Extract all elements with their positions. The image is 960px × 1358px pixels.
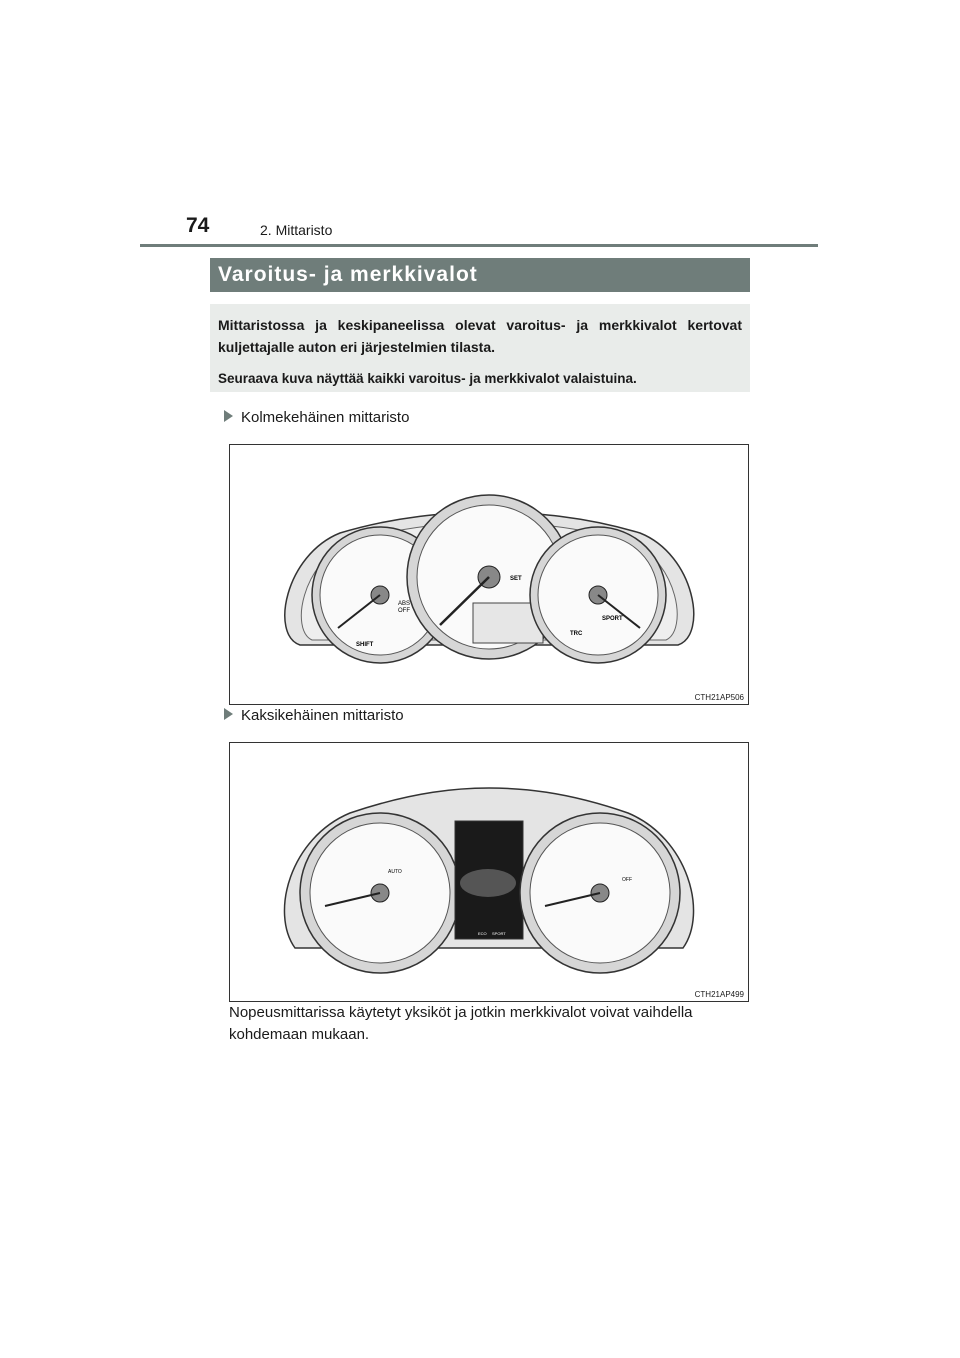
right-dial: [520, 813, 680, 973]
section-title: Varoitus- ja merkkivalot: [210, 258, 750, 292]
svg-text:SPORT: SPORT: [492, 931, 506, 936]
header-rule: [140, 244, 818, 247]
page-number: 74: [186, 214, 210, 237]
two-dial-cluster-illustration: [230, 743, 748, 1001]
bullet-triangle-icon: [224, 410, 233, 422]
svg-text:OFF: OFF: [622, 877, 632, 883]
svg-text:ECO: ECO: [478, 931, 487, 936]
intro-paragraph: Seuraava kuva näyttää kaikki varoitus- ja merkkivalot valaistuina.: [218, 371, 637, 386]
svg-text:TRC: TRC: [570, 631, 583, 637]
intro-box: [210, 304, 750, 392]
footnote-text: Nopeusmittarissa käytetyt yksiköt ja jotkin merkkivalot voivat vaihdella kohdemaan mukaan.: [229, 1004, 693, 1043]
chapter-title: 2. Mittaristo: [260, 222, 333, 238]
center-display: [455, 821, 523, 939]
intro-paragraph: Mittaristossa ja keskipaneelissa olevat varoitus- ja merkkivalot kertovat kuljettajalle auton eri järjestelmien tilasta.: [218, 317, 742, 355]
svg-text:SPORT: SPORT: [602, 616, 623, 622]
right-gauge: [530, 527, 666, 663]
bullet-triangle-icon: [224, 708, 233, 720]
figure-three-dial-cluster: [229, 444, 749, 705]
left-dial: [300, 813, 460, 973]
svg-text:ABS: ABS: [398, 601, 411, 607]
figure-two-dial-cluster: [229, 742, 749, 1002]
svg-text:AUTO: AUTO: [388, 869, 402, 875]
figure-code: CTH21AP506: [694, 693, 744, 702]
figure-caption-two-dial: Kaksikehäinen mittaristo: [224, 707, 404, 724]
svg-text:OFF: OFF: [398, 608, 410, 614]
figure-caption-three-dial: Kolmekehäinen mittaristo: [224, 409, 409, 426]
svg-text:SHIFT: SHIFT: [356, 642, 374, 648]
svg-text:SET: SET: [510, 576, 522, 582]
three-dial-cluster-illustration: [230, 445, 748, 704]
figure-code: CTH21AP499: [694, 990, 744, 999]
